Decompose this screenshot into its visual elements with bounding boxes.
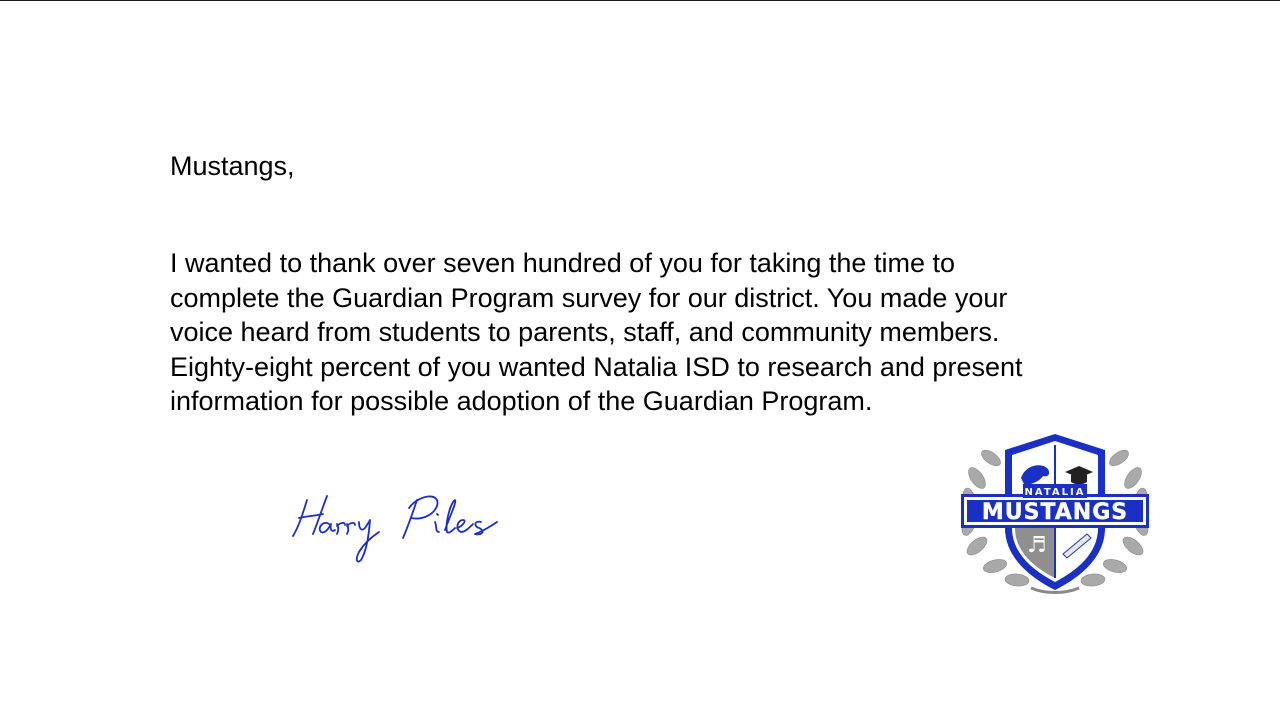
- logo-top-text: NATALIA: [1024, 487, 1086, 498]
- letter-body-line: voice heard from students to parents, staff, and community members.: [170, 317, 1000, 347]
- salutation: Mustangs,: [170, 151, 295, 181]
- letter-body-line: information for possible adoption of the Guardian Program.: [170, 386, 873, 416]
- logo-main-text: MUSTANGS: [981, 500, 1129, 525]
- natalia-mustangs-crest-logo: [955, 428, 1155, 598]
- letter-body-line: I wanted to thank over seven hundred of you for taking the time to: [170, 248, 955, 278]
- letter-body-line: complete the Guardian Program survey for our district. You made your: [170, 282, 1008, 313]
- letter-body-line: Eighty-eight percent of you wanted Natalia ISD to research and present: [170, 351, 1023, 382]
- svg-text:♬: ♬: [1027, 533, 1047, 558]
- top-border-line: [0, 0, 1280, 1]
- letter-body: [170, 246, 1130, 419]
- signature: [285, 478, 525, 578]
